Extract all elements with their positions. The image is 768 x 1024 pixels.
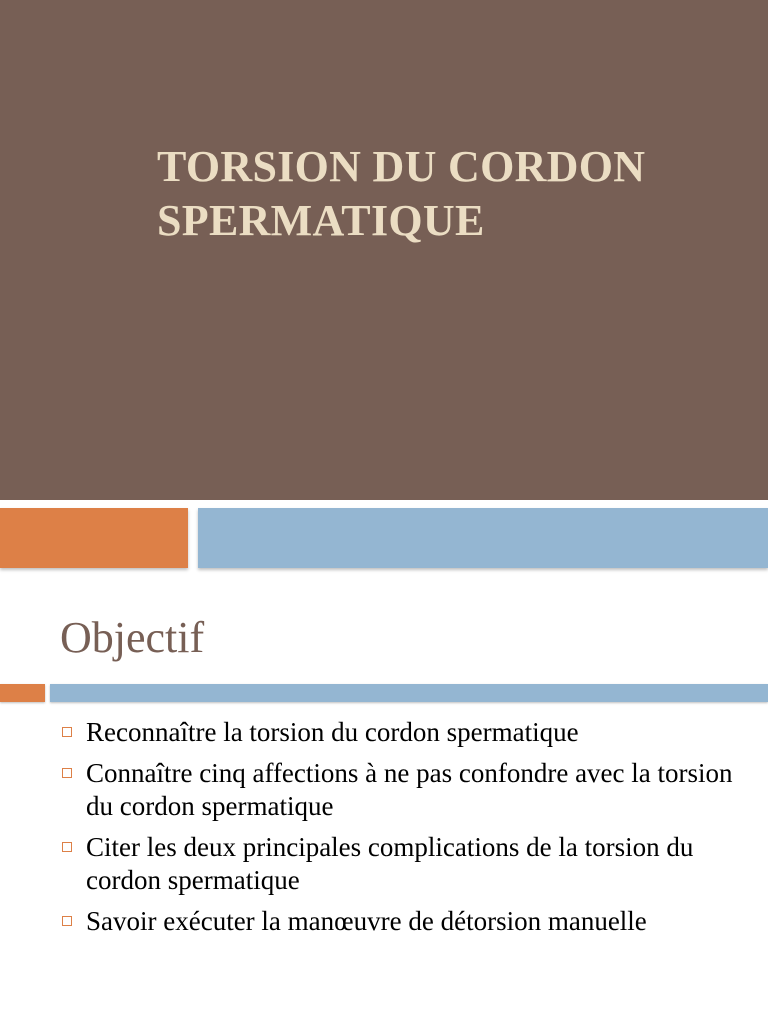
title-slide <box>0 0 768 500</box>
accent-band-orange <box>0 508 188 568</box>
hollow-square-bullet-icon <box>62 916 72 926</box>
objectives-heading: Objectif <box>60 613 205 662</box>
slide-title: TORSION DU CORDON SPERMATIQUE <box>157 142 646 245</box>
list-item-text: Connaître cinq affections à ne pas confondre avec la torsion du cordon spermatique <box>86 758 733 821</box>
hollow-square-bullet-icon <box>62 768 72 778</box>
list-item-text: Citer les deux principales complications de la torsion du cordon spermatique <box>86 832 694 895</box>
accent-band-blue <box>198 508 768 568</box>
list-item <box>60 716 760 749</box>
hollow-square-bullet-icon <box>62 727 72 737</box>
heading-accent-band-orange <box>0 684 45 702</box>
list-item <box>60 905 760 938</box>
hollow-square-bullet-icon <box>62 842 72 852</box>
list-item-text: Reconnaître la torsion du cordon spermatique <box>86 717 579 747</box>
list-item <box>60 757 760 823</box>
list-item <box>60 831 760 897</box>
list-item-text: Savoir exécuter la manœuvre de détorsion manuelle <box>86 906 647 936</box>
heading-accent-band-blue <box>50 684 768 702</box>
objectives-list <box>60 716 760 946</box>
